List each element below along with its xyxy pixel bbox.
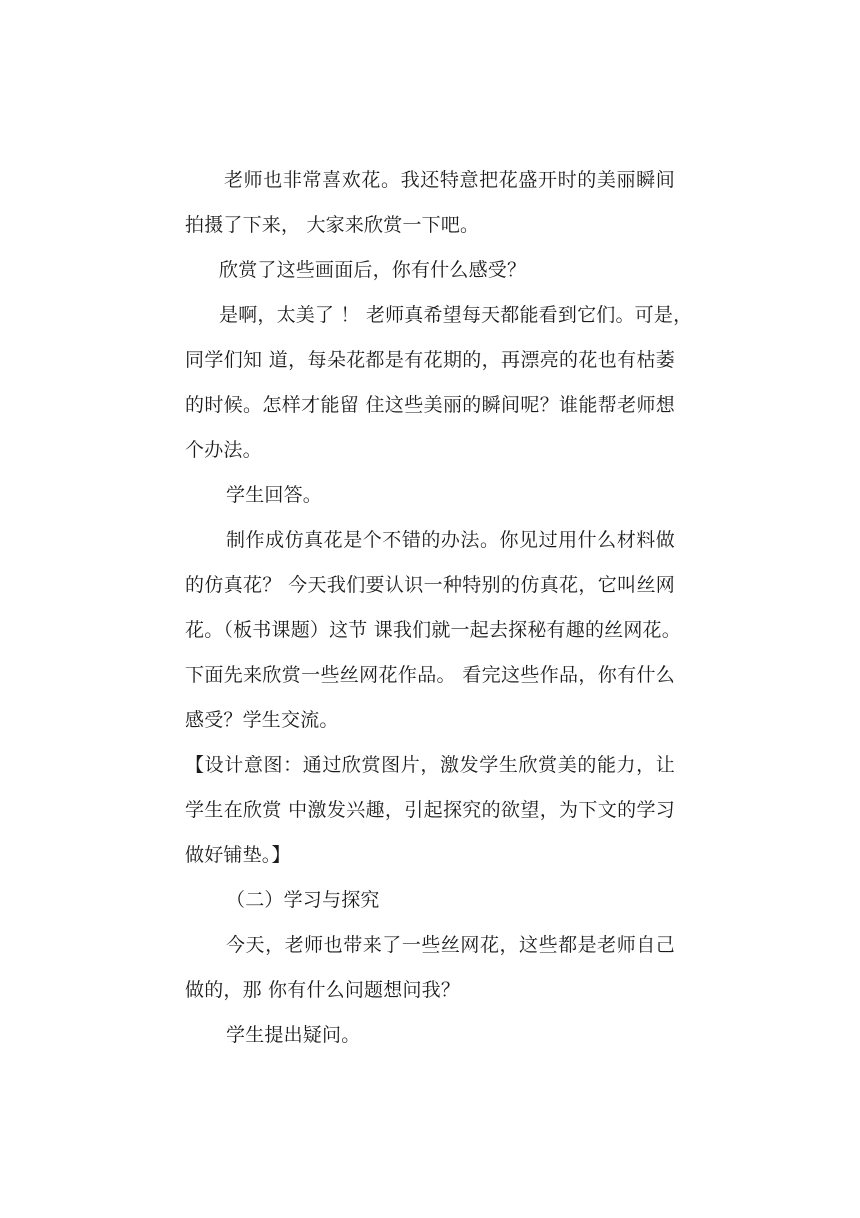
- paragraph-line: 学生回答。: [226, 484, 323, 506]
- paragraph-line: 是啊，太美了 ！ 老师真希望每天都能看到它们。可是，: [219, 304, 693, 326]
- paragraph-line: 做的，那 你有什么问题想问我？: [185, 979, 461, 1001]
- paragraph-line: 感受？学生交流。: [185, 709, 339, 731]
- paragraph-line: 学生提出疑问。: [226, 1024, 361, 1046]
- paragraph-line: 下面先来欣赏一些丝网花作品。 看完这些作品，你有什么: [185, 664, 675, 686]
- paragraph-line: 拍摄了下来， 大家来欣赏一下吧。: [185, 214, 480, 236]
- paragraph-line: 的仿真花？ 今天我们要认识一种特别的仿真花，它叫丝网: [185, 574, 675, 596]
- paragraph-line: 的时候。怎样才能留 住这些美丽的瞬间呢？谁能帮老师想: [185, 394, 675, 416]
- design-intent-line: 【设计意图：通过欣赏图片，激发学生欣赏美的能力，让: [185, 754, 675, 776]
- design-intent-line: 做好铺垫。】: [185, 844, 291, 866]
- paragraph-line: 欣赏了这些画面后，你有什么感受？: [219, 259, 527, 281]
- paragraph-line: 制作成仿真花是个不错的办法。你见过用什么材料做: [226, 529, 675, 551]
- design-intent-line: 学生在欣赏 中激发兴趣，引起探究的欲望，为下文的学习: [185, 799, 675, 821]
- paragraph-line: 花。（板书课题）这节 课我们就一起去探秘有趣的丝网花。: [185, 619, 681, 641]
- section-heading: （二）学习与探究: [226, 889, 380, 911]
- paragraph-line: 今天，老师也带来了一些丝网花，这些都是老师自己: [226, 934, 675, 956]
- paragraph-line: 老师也非常喜欢花。我还特意把花盛开时的美丽瞬间: [224, 169, 675, 191]
- paragraph-line: 同学们知 道，每朵花都是有花期的，再漂亮的花也有枯萎: [185, 349, 675, 371]
- paragraph-line: 个办法。: [185, 439, 262, 461]
